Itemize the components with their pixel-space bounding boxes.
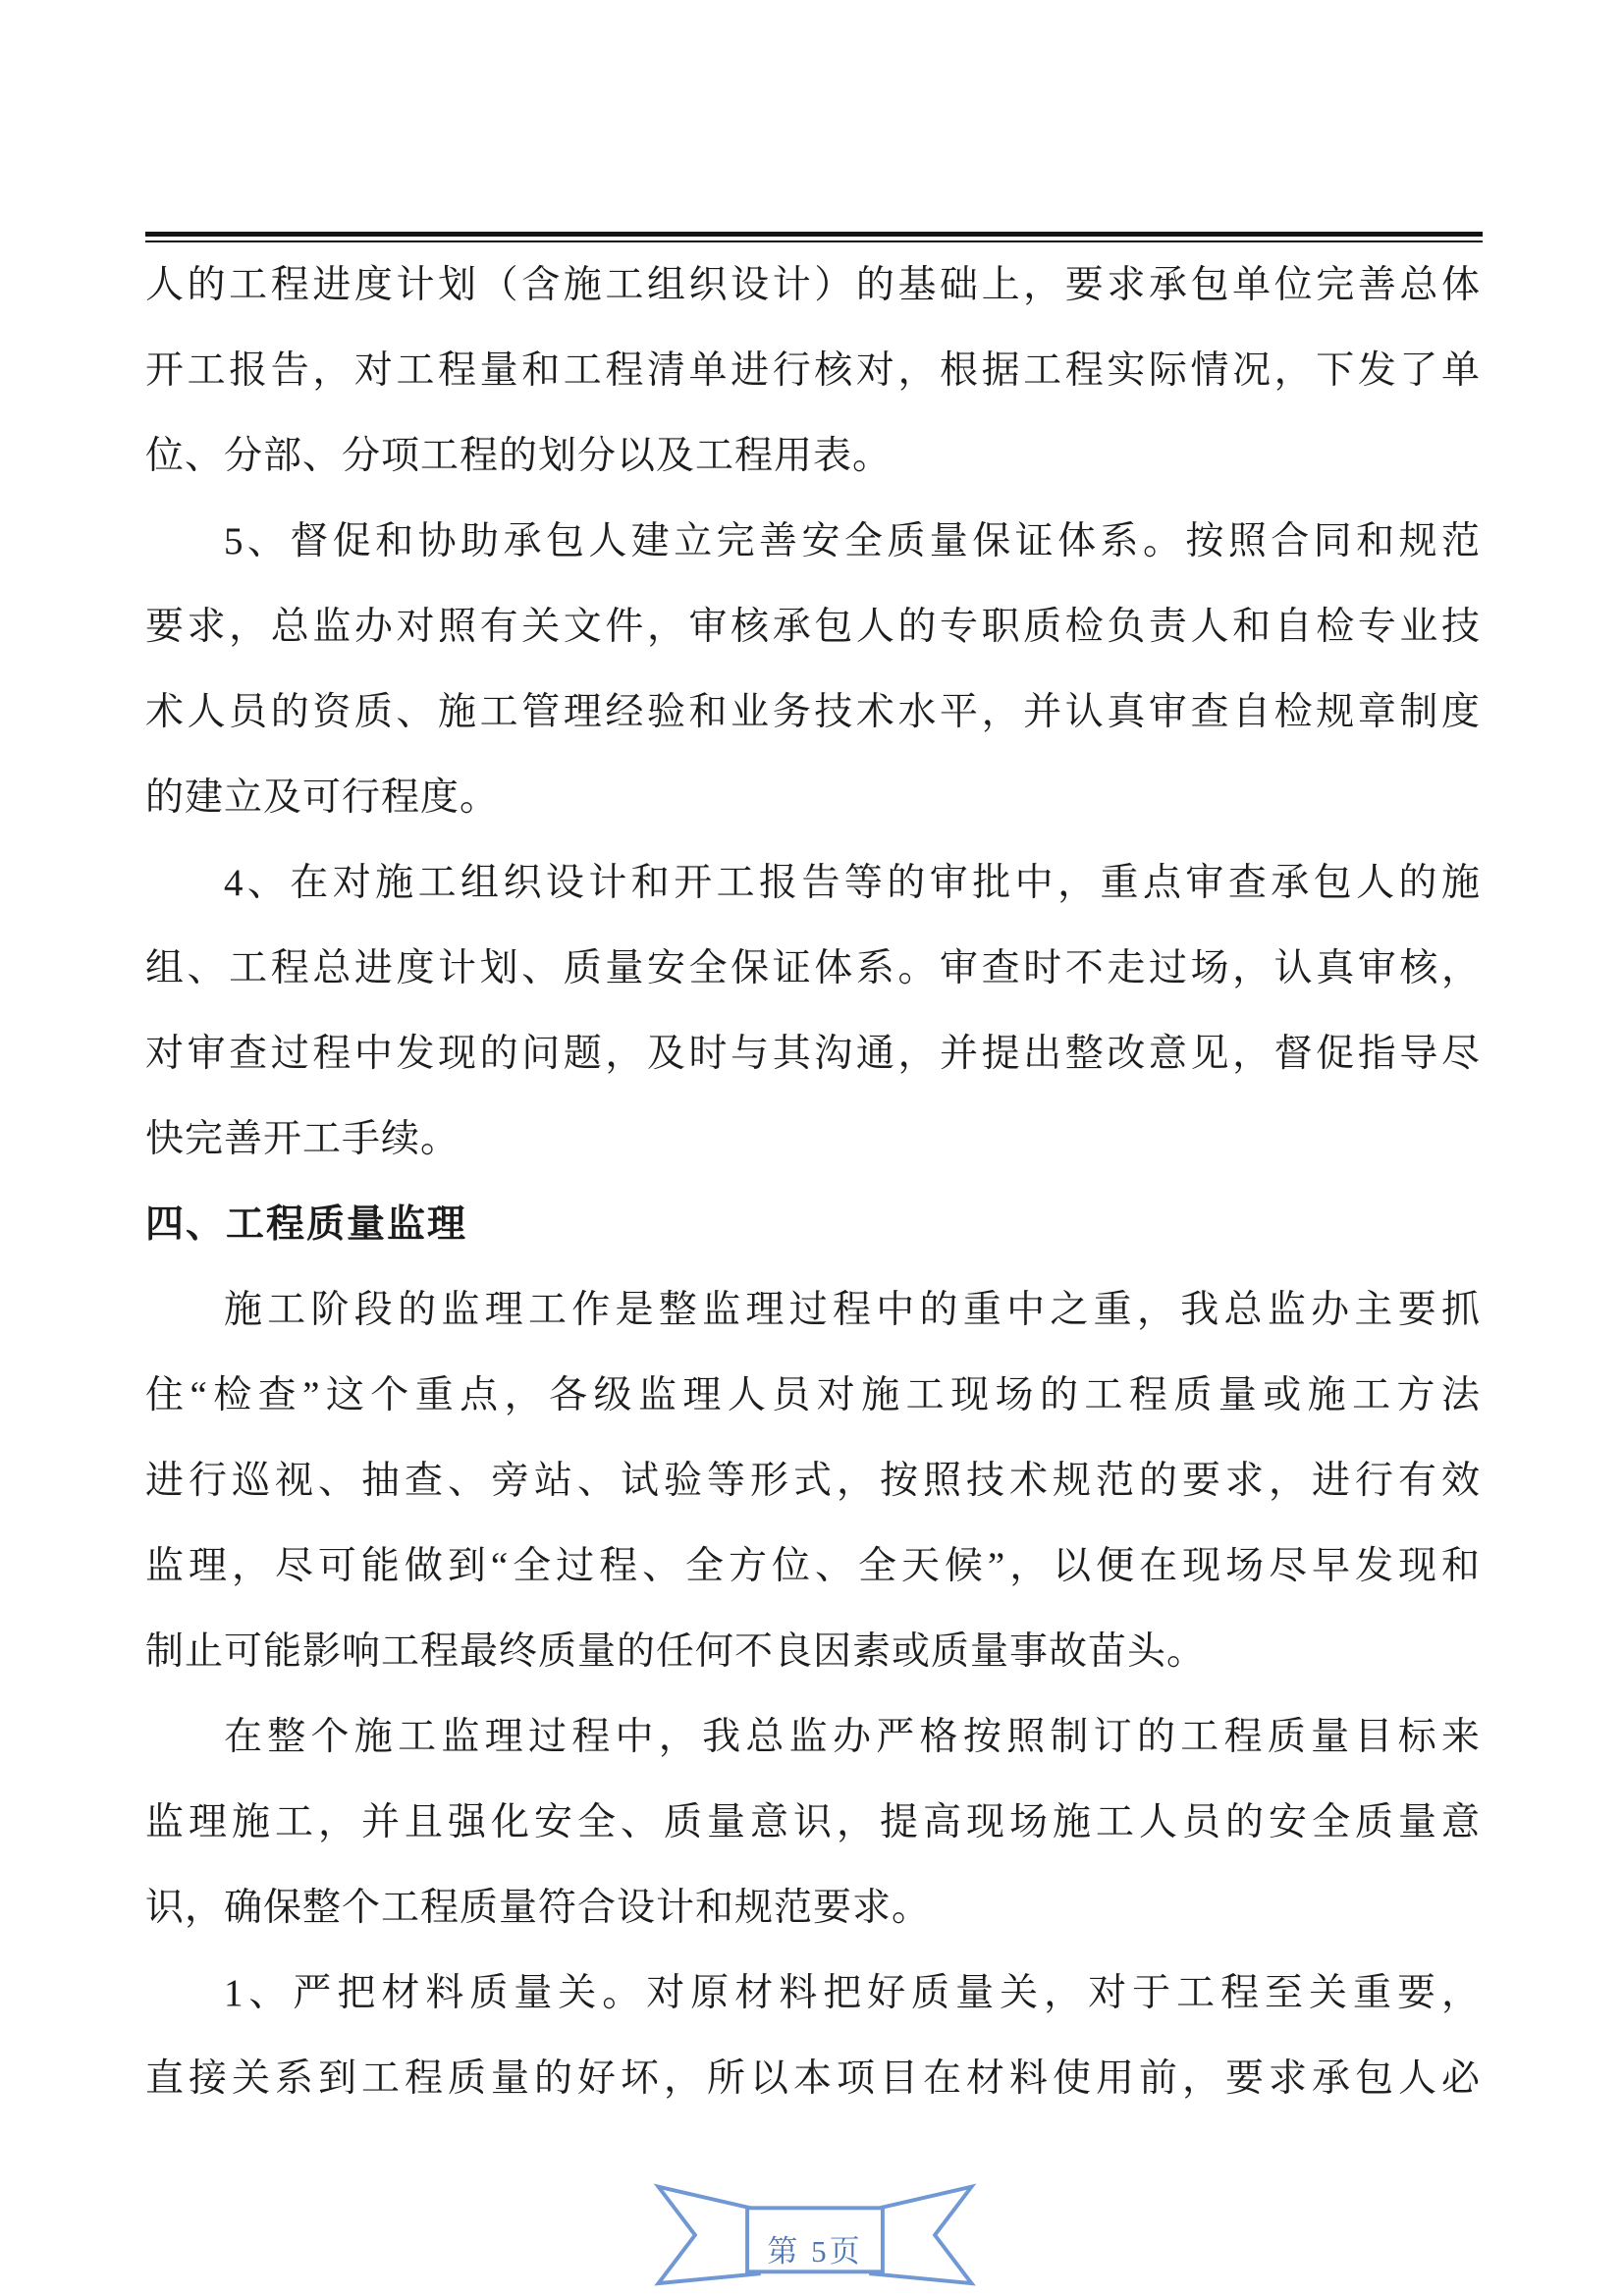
text-line: 识，确保整个工程质量符合设计和规范要求。: [145, 1887, 932, 1929]
document-body: [145, 242, 1481, 2121]
text-line: 的建立及可行程度。: [145, 776, 500, 819]
text-line: 5、督促和协助承包人建立完善安全质量保证体系。按照合同和规范: [223, 520, 1481, 562]
text-line: 1、严把材料质量关。对原材料把好质量关，对于工程至关重要，: [223, 1972, 1481, 2014]
text-line: 在整个施工监理过程中，我总监办严格按照制订的工程质量目标来: [223, 1716, 1481, 1758]
text-line: 住“检查”这个重点，各级监理人员对施工现场的工程质量或施工方法: [145, 1374, 1481, 1416]
text-line: 4、在对施工组织设计和开工报告等的审批中，重点审查承包人的施: [223, 862, 1481, 904]
page-number-label: 第 5页: [767, 2234, 863, 2269]
text-line: 快完善开工手续。: [145, 1118, 460, 1160]
text-line: 对审查过程中发现的问题，及时与其沟通，并提出整改意见，督促指导尽: [145, 1033, 1481, 1075]
text-line: 位、分部、分项工程的划分以及工程用表。: [145, 435, 893, 477]
section-heading: 四、工程质量监理: [145, 1203, 468, 1246]
text-line: 制止可能影响工程最终质量的任何不良因素或质量事故苗头。: [145, 1630, 1207, 1673]
header-rule: [145, 232, 1483, 242]
text-line: 组、工程总进度计划、质量安全保证体系。审查时不走过场，认真审核，: [145, 947, 1481, 989]
text-line: 人的工程进度计划（含施工组织设计）的基础上，要求承包单位完善总体: [145, 264, 1481, 306]
page-footer-ribbon: [650, 2165, 980, 2291]
text-line: 监理施工，并且强化安全、质量意识，提高现场施工人员的安全质量意: [145, 1801, 1481, 1843]
text-line: 要求，总监办对照有关文件，审核承包人的专职质检负责人和自检专业技: [145, 606, 1481, 648]
text-line: 进行巡视、抽查、旁站、试验等形式，按照技术规范的要求，进行有效: [145, 1460, 1481, 1502]
text-line: 开工报告，对工程量和工程清单进行核对，根据工程实际情况，下发了单: [145, 349, 1481, 392]
text-line: 术人员的资质、施工管理经验和业务技术水平，并认真审查自检规章制度: [145, 691, 1481, 733]
text-line: 施工阶段的监理工作是整监理过程中的重中之重，我总监办主要抓: [223, 1289, 1481, 1331]
text-line: 监理，尽可能做到“全过程、全方位、全天候”，以便在现场尽早发现和: [145, 1545, 1481, 1587]
text-line: 直接关系到工程质量的好坏，所以本项目在材料使用前，要求承包人必: [145, 2057, 1481, 2100]
